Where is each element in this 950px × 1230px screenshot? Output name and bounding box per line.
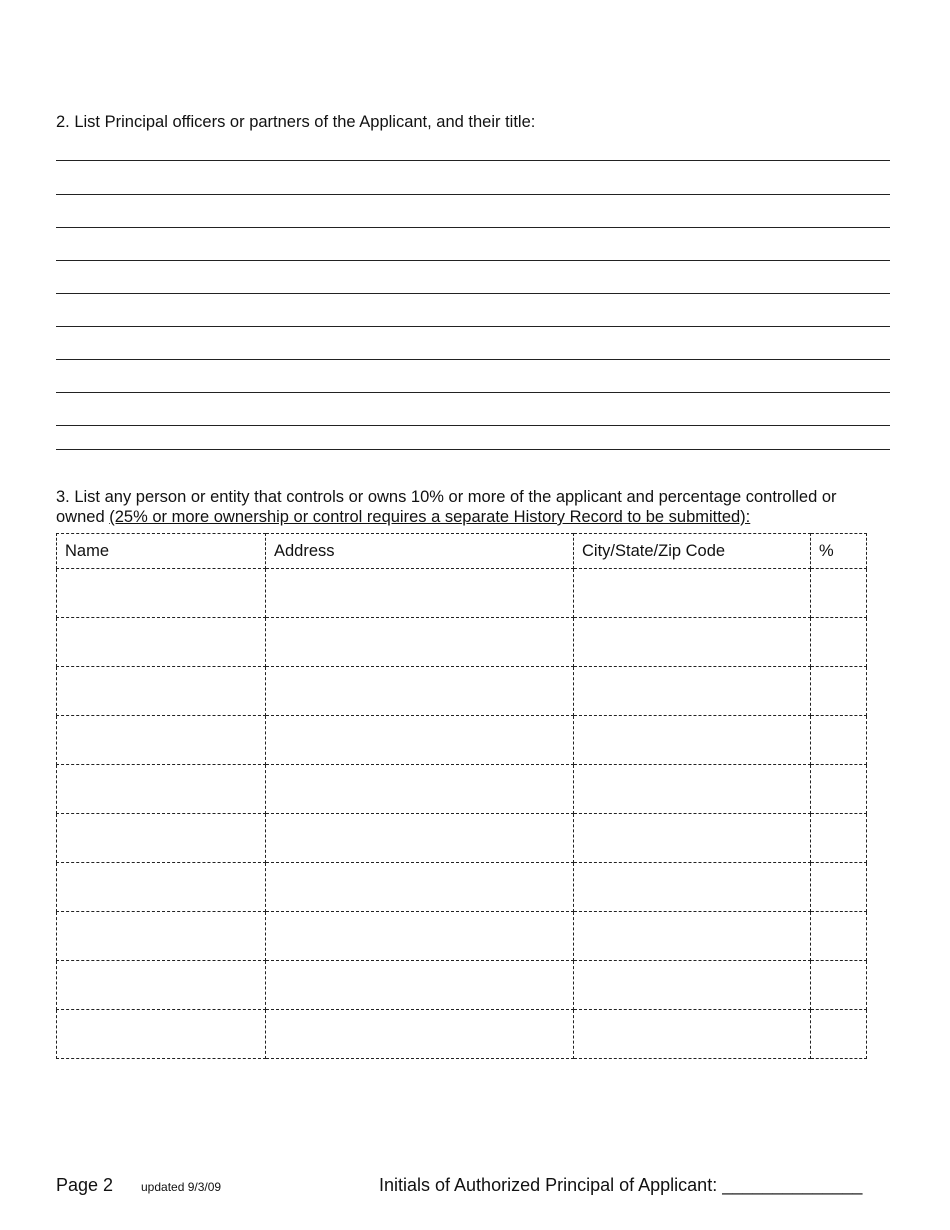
name-cell[interactable]: [57, 667, 266, 716]
name-cell[interactable]: [57, 618, 266, 667]
ownership-table: [56, 533, 867, 1059]
table-row: [57, 863, 867, 912]
city-state-zip-cell[interactable]: [574, 716, 811, 765]
page-number: Page 2: [56, 1175, 114, 1195]
name-cell[interactable]: [57, 863, 266, 912]
table-row: [57, 1010, 867, 1059]
name-cell[interactable]: [57, 1010, 266, 1059]
address-cell[interactable]: [266, 667, 574, 716]
name-cell[interactable]: [57, 569, 266, 618]
officer-entry-line[interactable]: [56, 194, 890, 195]
officer-entry-line[interactable]: [56, 392, 890, 393]
name-cell[interactable]: [57, 814, 266, 863]
percent-cell[interactable]: [811, 961, 867, 1010]
name-cell[interactable]: [57, 912, 266, 961]
section-3-heading-text: 3. List any person or entity that controls or owns 10% or more of the applicant and percentage controlled or owned: [56, 488, 837, 526]
updated-date: updated 9/3/09: [141, 1180, 222, 1194]
percent-cell[interactable]: [811, 716, 867, 765]
column-header-city-state-zip: City/State/Zip Code: [574, 534, 811, 569]
percent-cell[interactable]: [811, 765, 867, 814]
address-cell[interactable]: [266, 765, 574, 814]
table-row: [57, 667, 867, 716]
officer-entry-line[interactable]: [56, 359, 890, 360]
address-cell[interactable]: [266, 716, 574, 765]
address-cell[interactable]: [266, 961, 574, 1010]
name-cell[interactable]: [57, 716, 266, 765]
address-cell[interactable]: [266, 1010, 574, 1059]
section-3-heading-underlined: (25% or more ownership or control requires a separate History Record to be submitted):: [109, 508, 751, 526]
name-cell[interactable]: [57, 765, 266, 814]
percent-cell[interactable]: [811, 667, 867, 716]
officer-entry-line[interactable]: [56, 227, 890, 228]
percent-cell[interactable]: [811, 912, 867, 961]
officer-entry-line[interactable]: [56, 326, 890, 327]
percent-cell[interactable]: [811, 569, 867, 618]
city-state-zip-cell[interactable]: [574, 863, 811, 912]
initials-field[interactable]: Initials of Authorized Principal of Applicant: ______________: [379, 1175, 863, 1195]
percent-cell[interactable]: [811, 863, 867, 912]
section-2-heading: 2. List Principal officers or partners of the Applicant, and their title:: [56, 113, 536, 131]
city-state-zip-cell[interactable]: [574, 1010, 811, 1059]
percent-cell[interactable]: [811, 618, 867, 667]
address-cell[interactable]: [266, 863, 574, 912]
address-cell[interactable]: [266, 569, 574, 618]
table-header-row: [57, 534, 867, 569]
column-header-percent: %: [811, 534, 867, 569]
city-state-zip-cell[interactable]: [574, 569, 811, 618]
city-state-zip-cell[interactable]: [574, 961, 811, 1010]
table-row: [57, 961, 867, 1010]
table-row: [57, 912, 867, 961]
column-header-address: Address: [266, 534, 574, 569]
address-cell[interactable]: [266, 814, 574, 863]
section-3-heading: [56, 487, 886, 527]
officer-entry-line[interactable]: [56, 425, 890, 426]
percent-cell[interactable]: [811, 1010, 867, 1059]
percent-cell[interactable]: [811, 814, 867, 863]
column-header-name: Name: [57, 534, 266, 569]
city-state-zip-cell[interactable]: [574, 912, 811, 961]
officer-entry-line[interactable]: [56, 293, 890, 294]
officer-entry-line[interactable]: [56, 260, 890, 261]
name-cell[interactable]: [57, 961, 266, 1010]
address-cell[interactable]: [266, 912, 574, 961]
city-state-zip-cell[interactable]: [574, 814, 811, 863]
table-row: [57, 765, 867, 814]
table-row: [57, 716, 867, 765]
city-state-zip-cell[interactable]: [574, 765, 811, 814]
table-row: [57, 814, 867, 863]
officer-entry-line[interactable]: [56, 160, 890, 161]
address-cell[interactable]: [266, 618, 574, 667]
city-state-zip-cell[interactable]: [574, 618, 811, 667]
officer-entry-line[interactable]: [56, 449, 890, 450]
city-state-zip-cell[interactable]: [574, 667, 811, 716]
table-row: [57, 618, 867, 667]
table-row: [57, 569, 867, 618]
